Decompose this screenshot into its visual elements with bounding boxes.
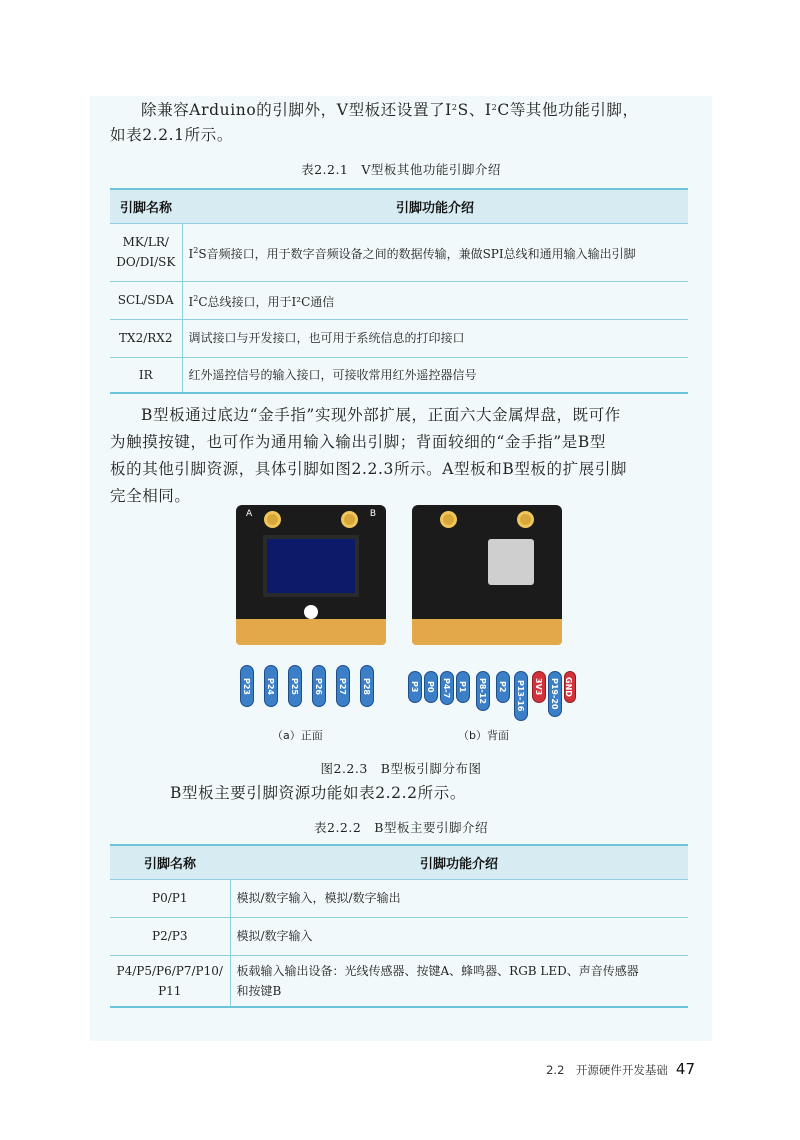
table1-header-name: 引脚名称 [110, 189, 182, 223]
pin-tag: P27 [336, 665, 350, 707]
pin-tag: P24 [264, 665, 278, 707]
page-footer [546, 1060, 695, 1078]
table1-header-desc: 引脚功能介绍 [182, 189, 688, 223]
board-front-image [236, 505, 386, 645]
gold-finger-back [412, 619, 562, 645]
pin-desc: $I^2S$音频接口，用于数字音频设备之间的数据传输，兼做SPI总线和通用输入输出引脚 [182, 223, 688, 281]
pin-tag: P0 [424, 671, 438, 703]
pin-name: MK/LR/ DO/DI/SK [110, 223, 182, 281]
pin-tag: P26 [312, 665, 326, 707]
body-line: 完全相同。 [110, 487, 191, 505]
pin-name: SCL/SDA [110, 281, 182, 319]
board-figure [230, 505, 573, 742]
table1 [110, 188, 688, 394]
page-number: 47 [675, 1060, 695, 1078]
pin-tag: P8-12 [476, 671, 490, 711]
table2-header-name: 引脚名称 [110, 845, 230, 879]
table2 [110, 844, 688, 1008]
intro-line-2: 如表2.2.1所示。 [110, 126, 233, 144]
pin-name: P4/P5/P6/P7/P10/ P11 [110, 955, 230, 1007]
pin-desc: 调试接口与开发接口，也可用于系统信息的打印接口 [182, 319, 688, 357]
module-chip [488, 539, 534, 585]
pin-desc: $I^2C$总线接口，用于I²C通信 [182, 281, 688, 319]
oled-screen [263, 535, 359, 597]
subcaption-back: （b）背面 [458, 729, 509, 742]
body-line: 板的其他引脚资源，具体引脚如图2.2.3所示。A型板和B型板的扩展引脚 [110, 460, 628, 478]
pin-name: TX2/RX2 [110, 319, 182, 357]
section-title: 2.2 开源硬件开发基础 [546, 1063, 668, 1077]
led-light [304, 605, 318, 619]
body-line: B型板通过底边“金手指”实现外部扩展，正面六大金属焊盘，既可作 [141, 406, 621, 424]
body-line: 为触摸按键，也可作为通用输入输出引脚；背面较细的“金手指”是B型 [110, 433, 606, 451]
pin-tag: P23 [240, 665, 254, 707]
table-row [110, 917, 688, 955]
pin-tag: P3 [408, 671, 422, 703]
pin-tag: P19-20 [548, 671, 562, 717]
subcaption-front: （a）正面 [272, 729, 323, 742]
pin-tag: P2 [496, 671, 510, 703]
pad-back-right [517, 511, 534, 528]
table1-caption: 表2.2.1 V型板其他功能引脚介绍 [301, 162, 501, 177]
pad-back-left [440, 511, 457, 528]
pin-name: P2/P3 [110, 917, 230, 955]
pin-tag: P4-7 [440, 671, 454, 705]
pin-name: P0/P1 [110, 879, 230, 917]
pin-tag: P28 [360, 665, 374, 707]
body-line: B型板主要引脚资源功能如表2.2.2所示。 [170, 784, 466, 802]
table-row [110, 879, 688, 917]
table-row [110, 319, 688, 357]
touch-pad-b [341, 511, 358, 528]
label-a: A [246, 509, 253, 519]
gold-finger-front [236, 619, 386, 645]
board-back-image [412, 505, 562, 645]
table-row [110, 955, 688, 1007]
table-row [110, 223, 688, 281]
pin-desc: 红外遥控信号的输入接口，可接收常用红外遥控器信号 [182, 357, 688, 393]
touch-pad-a [264, 511, 281, 528]
table-row [110, 281, 688, 319]
pin-desc: 模拟/数字输入，模拟/数字输出 [230, 879, 688, 917]
pin-tag: P1 [456, 671, 470, 703]
pin-name: IR [110, 357, 182, 393]
pin-desc: 板载输入输出设备：光线传感器、按键A、蜂鸣器、RGB LED、声音传感器 和按键B [230, 955, 688, 1007]
pin-tag-ground: GND [564, 671, 576, 703]
intro-line-1: 除兼容Arduino的引脚外，V型板还设置了$I^2S$、$I^2C$等其他功能引脚， [141, 101, 639, 119]
figure-caption: 图2.2.3 B型板引脚分布图 [320, 761, 482, 776]
pin-desc: 模拟/数字输入 [230, 917, 688, 955]
label-b: B [369, 509, 376, 519]
pin-tag-power: 3V3 [532, 671, 546, 703]
table-row [110, 357, 688, 393]
pin-tag: P25 [288, 665, 302, 707]
table2-caption: 表2.2.2 B型板主要引脚介绍 [314, 820, 488, 835]
table2-header-desc: 引脚功能介绍 [230, 845, 688, 879]
pin-tag: P13-16 [514, 671, 528, 721]
